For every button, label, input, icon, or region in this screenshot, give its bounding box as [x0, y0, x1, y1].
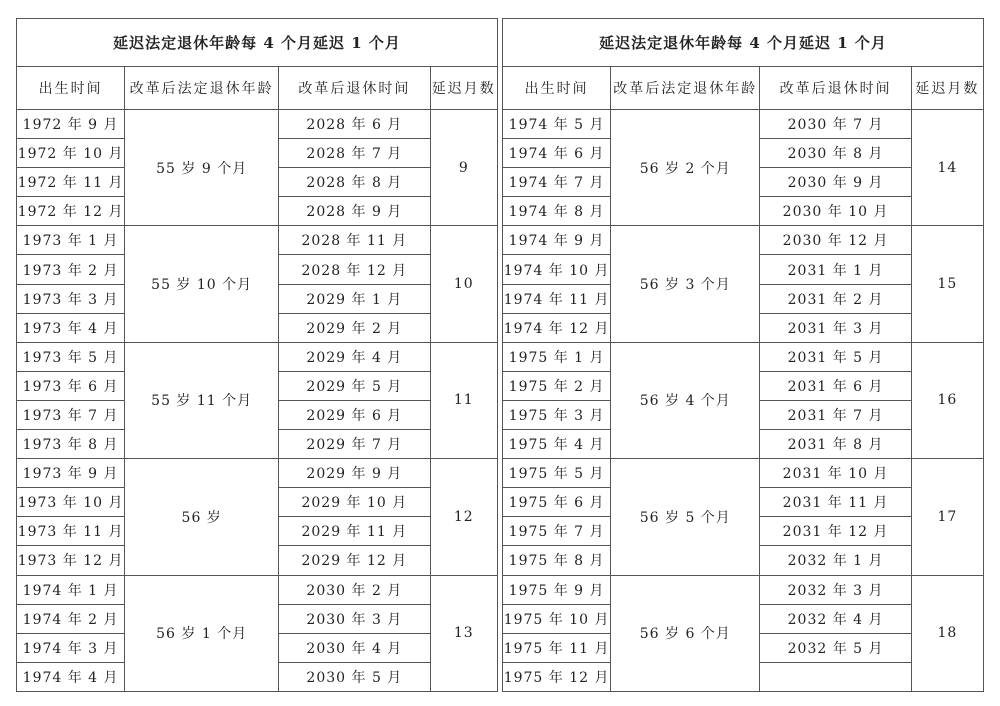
- left-table-panel: [16, 18, 498, 692]
- retirement-time-cell: 2030 年 9 月: [760, 168, 912, 197]
- birth-time-cell: 1975 年 4 月: [503, 430, 611, 459]
- birth-time-cell: 1972 年 12 月: [17, 197, 125, 226]
- retirement-time-cell: 2029 年 5 月: [279, 371, 431, 400]
- delay-months-cell: 17: [911, 459, 983, 575]
- delay-months-cell: 10: [430, 226, 497, 342]
- retirement-time-cell: 2030 年 10 月: [760, 197, 912, 226]
- table-row: [17, 459, 498, 488]
- retirement-time-cell: 2030 年 8 月: [760, 139, 912, 168]
- retirement-time-cell: 2032 年 5 月: [760, 633, 912, 662]
- birth-time-cell: 1973 年 8 月: [17, 430, 125, 459]
- retirement-time-cell: 2031 年 1 月: [760, 255, 912, 284]
- retirement-time-cell: 2032 年 4 月: [760, 604, 912, 633]
- table-row: [503, 226, 984, 255]
- birth-time-cell: 1972 年 10 月: [17, 139, 125, 168]
- retirement-time-cell: 2031 年 7 月: [760, 400, 912, 429]
- retirement-time-cell: 2030 年 3 月: [279, 604, 431, 633]
- delay-months-cell: 18: [911, 575, 983, 692]
- birth-time-cell: 1973 年 11 月: [17, 517, 125, 546]
- birth-time-cell: 1973 年 12 月: [17, 546, 125, 575]
- table-row: [17, 110, 498, 139]
- retirement-age-cell: 55 岁 9 个月: [125, 110, 279, 226]
- header-retirement-time: 改革后退休时间: [760, 67, 912, 110]
- delay-months-cell: 11: [430, 342, 497, 458]
- retirement-time-cell: 2029 年 11 月: [279, 517, 431, 546]
- retirement-time-cell: 2028 年 8 月: [279, 168, 431, 197]
- birth-time-cell: 1975 年 2 月: [503, 371, 611, 400]
- retirement-age-cell: 56 岁: [125, 459, 279, 575]
- birth-time-cell: 1975 年 5 月: [503, 459, 611, 488]
- retirement-time-cell: 2029 年 4 月: [279, 342, 431, 371]
- table-row: [503, 110, 984, 139]
- retirement-time-cell: 2031 年 10 月: [760, 459, 912, 488]
- retirement-time-cell: 2031 年 11 月: [760, 488, 912, 517]
- retirement-time-cell: 2029 年 10 月: [279, 488, 431, 517]
- retirement-time-cell: 2031 年 2 月: [760, 284, 912, 313]
- delay-months-cell: 14: [911, 110, 983, 226]
- delay-months-cell: 9: [430, 110, 497, 226]
- delay-months-cell: 13: [430, 575, 497, 692]
- retirement-age-cell: 55 岁 10 个月: [125, 226, 279, 342]
- header-retirement-time: 改革后退休时间: [279, 67, 431, 110]
- birth-time-cell: 1974 年 1 月: [17, 575, 125, 604]
- birth-time-cell: 1975 年 9 月: [503, 575, 611, 604]
- birth-time-cell: 1972 年 9 月: [17, 110, 125, 139]
- table-row: [503, 342, 984, 371]
- retirement-delay-document: [16, 18, 984, 692]
- retirement-time-cell: 2031 年 6 月: [760, 371, 912, 400]
- retirement-time-cell: 2030 年 2 月: [279, 575, 431, 604]
- header-delay-months: 延迟月数: [430, 67, 497, 110]
- retirement-age-cell: 56 岁 4 个月: [611, 342, 760, 458]
- retirement-age-cell: 56 岁 2 个月: [611, 110, 760, 226]
- retirement-age-cell: 56 岁 6 个月: [611, 575, 760, 692]
- delay-months-cell: 16: [911, 342, 983, 458]
- birth-time-cell: 1974 年 6 月: [503, 139, 611, 168]
- right-retirement-table: [502, 18, 984, 692]
- left-retirement-table: [16, 18, 498, 692]
- birth-time-cell: 1975 年 7 月: [503, 517, 611, 546]
- table-row: [17, 226, 498, 255]
- retirement-time-cell: 2029 年 2 月: [279, 313, 431, 342]
- retirement-time-cell: 2031 年 3 月: [760, 313, 912, 342]
- retirement-time-cell: 2030 年 7 月: [760, 110, 912, 139]
- retirement-time-cell: 2032 年 1 月: [760, 546, 912, 575]
- header-retirement-age: 改革后法定退休年龄: [125, 67, 279, 110]
- header-birth-time: 出生时间: [503, 67, 611, 110]
- delay-months-cell: 12: [430, 459, 497, 575]
- retirement-time-cell: 2031 年 12 月: [760, 517, 912, 546]
- retirement-time-cell: 2029 年 7 月: [279, 430, 431, 459]
- birth-time-cell: 1972 年 11 月: [17, 168, 125, 197]
- birth-time-cell: 1973 年 10 月: [17, 488, 125, 517]
- table-row: [17, 575, 498, 604]
- birth-time-cell: 1973 年 1 月: [17, 226, 125, 255]
- retirement-age-cell: 56 岁 5 个月: [611, 459, 760, 575]
- table-row: [503, 459, 984, 488]
- birth-time-cell: 1973 年 7 月: [17, 400, 125, 429]
- retirement-age-cell: 55 岁 11 个月: [125, 342, 279, 458]
- retirement-time-cell: 2030 年 12 月: [760, 226, 912, 255]
- retirement-time-cell: 2029 年 9 月: [279, 459, 431, 488]
- right-table-panel: [502, 18, 984, 692]
- retirement-time-cell: 2029 年 12 月: [279, 546, 431, 575]
- retirement-age-cell: 56 岁 1 个月: [125, 575, 279, 692]
- birth-time-cell: 1973 年 6 月: [17, 371, 125, 400]
- retirement-time-cell: 2028 年 7 月: [279, 139, 431, 168]
- birth-time-cell: 1973 年 2 月: [17, 255, 125, 284]
- retirement-time-cell: 2032 年 3 月: [760, 575, 912, 604]
- birth-time-cell: 1974 年 9 月: [503, 226, 611, 255]
- birth-time-cell: 1975 年 12 月: [503, 662, 611, 691]
- birth-time-cell: 1975 年 8 月: [503, 546, 611, 575]
- header-birth-time: 出生时间: [17, 67, 125, 110]
- retirement-time-cell: 2029 年 6 月: [279, 400, 431, 429]
- birth-time-cell: 1974 年 5 月: [503, 110, 611, 139]
- header-delay-months: 延迟月数: [911, 67, 983, 110]
- birth-time-cell: 1974 年 2 月: [17, 604, 125, 633]
- birth-time-cell: 1974 年 7 月: [503, 168, 611, 197]
- retirement-time-cell: 2028 年 12 月: [279, 255, 431, 284]
- birth-time-cell: 1975 年 3 月: [503, 400, 611, 429]
- retirement-time-cell: 2028 年 9 月: [279, 197, 431, 226]
- retirement-age-cell: 56 岁 3 个月: [611, 226, 760, 342]
- retirement-time-cell: 2031 年 8 月: [760, 430, 912, 459]
- retirement-time-cell: 2029 年 1 月: [279, 284, 431, 313]
- birth-time-cell: 1974 年 8 月: [503, 197, 611, 226]
- birth-time-cell: 1974 年 4 月: [17, 662, 125, 691]
- table-row: [503, 575, 984, 604]
- birth-time-cell: 1975 年 11 月: [503, 633, 611, 662]
- birth-time-cell: 1973 年 5 月: [17, 342, 125, 371]
- delay-months-cell: 15: [911, 226, 983, 342]
- table-row: [17, 342, 498, 371]
- retirement-time-cell: 2030 年 5 月: [279, 662, 431, 691]
- retirement-time-cell: 2031 年 5 月: [760, 342, 912, 371]
- birth-time-cell: 1973 年 4 月: [17, 313, 125, 342]
- birth-time-cell: 1974 年 3 月: [17, 633, 125, 662]
- birth-time-cell: 1973 年 3 月: [17, 284, 125, 313]
- retirement-time-cell: 2028 年 11 月: [279, 226, 431, 255]
- table-title: 延迟法定退休年龄每 4 个月延迟 1 个月: [17, 19, 498, 67]
- birth-time-cell: 1975 年 10 月: [503, 604, 611, 633]
- retirement-time-cell: 2028 年 6 月: [279, 110, 431, 139]
- retirement-time-cell: 2030 年 4 月: [279, 633, 431, 662]
- retirement-time-cell: [760, 662, 912, 691]
- birth-time-cell: 1974 年 11 月: [503, 284, 611, 313]
- birth-time-cell: 1974 年 12 月: [503, 313, 611, 342]
- birth-time-cell: 1975 年 6 月: [503, 488, 611, 517]
- table-title: 延迟法定退休年龄每 4 个月延迟 1 个月: [503, 19, 984, 67]
- birth-time-cell: 1973 年 9 月: [17, 459, 125, 488]
- birth-time-cell: 1974 年 10 月: [503, 255, 611, 284]
- birth-time-cell: 1975 年 1 月: [503, 342, 611, 371]
- header-retirement-age: 改革后法定退休年龄: [611, 67, 760, 110]
